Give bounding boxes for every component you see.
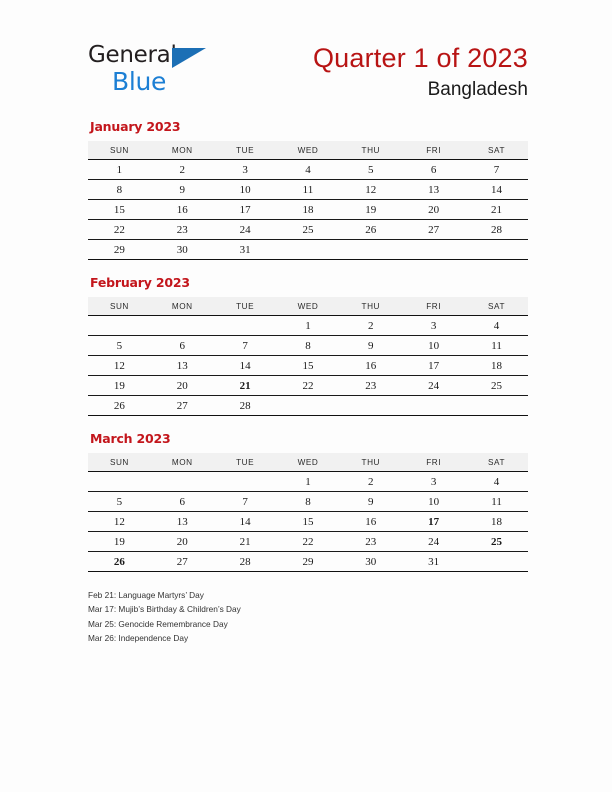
weekday-header-tue: TUE [214,297,277,316]
day-cell[interactable]: 5 [88,492,151,512]
logo-text-general: General [88,42,177,68]
day-cell[interactable]: 3 [402,472,465,492]
month-title: March 2023 [90,431,171,446]
week-row [88,220,528,240]
day-cell[interactable]: 20 [402,200,465,220]
day-cell-empty [339,240,402,260]
holiday-notes-list [88,588,528,645]
day-cell[interactable]: 9 [339,336,402,356]
day-cell[interactable]: 6 [151,492,214,512]
day-cell[interactable]: 1 [88,160,151,180]
day-cell[interactable]: 2 [339,472,402,492]
week-row [88,396,528,416]
day-cell[interactable]: 26 [88,396,151,416]
page-title: Quarter 1 of 2023 [312,43,528,73]
day-cell[interactable]: 11 [277,180,340,200]
day-cell[interactable]: 28 [465,220,528,240]
day-cell[interactable]: 28 [214,552,277,572]
day-cell[interactable]: 18 [277,200,340,220]
weekday-header-sun: SUN [88,453,151,472]
holiday-note: Mar 26: Independence Day [88,632,189,643]
week-row [88,240,528,260]
day-cell-empty [402,240,465,260]
day-cell[interactable]: 17 [402,356,465,376]
logo-text-blue: Blue [112,67,167,96]
day-cell[interactable]: 15 [277,356,340,376]
page-header [0,0,612,110]
month-calendar-table [88,453,528,572]
day-cell-empty [277,240,340,260]
week-row [88,200,528,220]
weekday-header-wed: WED [277,141,340,160]
day-cell[interactable]: 24 [214,220,277,240]
day-cell[interactable]: 18 [465,356,528,376]
weekday-header-row [88,297,528,316]
day-cell[interactable]: 8 [88,180,151,200]
weekday-header-fri: FRI [402,141,465,160]
day-cell[interactable]: 12 [88,356,151,376]
week-row [88,376,528,396]
day-cell[interactable]: 25 [465,376,528,396]
weekday-header-wed: WED [277,297,340,316]
week-row [88,532,528,552]
day-cell-holiday[interactable]: 25 [465,532,528,552]
day-cell[interactable]: 9 [151,180,214,200]
day-cell[interactable]: 22 [277,376,340,396]
day-cell[interactable]: 20 [151,376,214,396]
weekday-header-thu: THU [339,141,402,160]
day-cell[interactable]: 16 [151,200,214,220]
day-cell[interactable]: 17 [214,200,277,220]
day-cell[interactable]: 21 [214,532,277,552]
month-block [88,431,528,572]
day-cell[interactable]: 4 [465,472,528,492]
day-cell[interactable]: 19 [88,532,151,552]
week-row [88,316,528,336]
week-row [88,552,528,572]
day-cell[interactable]: 11 [465,492,528,512]
day-cell[interactable]: 10 [402,492,465,512]
day-cell[interactable]: 13 [402,180,465,200]
day-cell[interactable]: 19 [88,376,151,396]
day-cell[interactable]: 2 [151,160,214,180]
day-cell[interactable]: 8 [277,492,340,512]
day-cell[interactable]: 18 [465,512,528,532]
day-cell[interactable]: 25 [277,220,340,240]
day-cell-empty [214,316,277,336]
day-cell-empty [465,240,528,260]
day-cell[interactable]: 16 [339,356,402,376]
day-cell[interactable]: 23 [339,376,402,396]
month-calendar-table [88,141,528,260]
holiday-note: Mar 25: Genocide Remembrance Day [88,618,228,629]
day-cell[interactable]: 28 [214,396,277,416]
day-cell[interactable]: 6 [151,336,214,356]
week-row [88,356,528,376]
day-cell[interactable]: 16 [339,512,402,532]
day-cell[interactable]: 1 [277,316,340,336]
week-row [88,160,528,180]
day-cell[interactable]: 13 [151,512,214,532]
day-cell[interactable]: 12 [88,512,151,532]
weekday-header-fri: FRI [402,453,465,472]
day-cell[interactable]: 29 [277,552,340,572]
day-cell[interactable]: 22 [277,532,340,552]
day-cell[interactable]: 12 [339,180,402,200]
country-subtitle: Bangladesh [427,79,528,100]
weekday-header-sun: SUN [88,141,151,160]
day-cell[interactable]: 20 [151,532,214,552]
day-cell[interactable]: 4 [465,316,528,336]
day-cell-empty [277,396,340,416]
weekday-header-mon: MON [151,141,214,160]
day-cell-empty [88,316,151,336]
day-cell[interactable]: 24 [402,376,465,396]
weekday-header-sun: SUN [88,297,151,316]
day-cell[interactable]: 26 [339,220,402,240]
day-cell[interactable]: 31 [402,552,465,572]
week-row [88,472,528,492]
weekday-header-wed: WED [277,453,340,472]
month-title: February 2023 [90,275,190,290]
day-cell-empty [402,396,465,416]
week-row [88,492,528,512]
day-cell[interactable]: 11 [465,336,528,356]
day-cell[interactable]: 7 [465,160,528,180]
day-cell[interactable]: 15 [277,512,340,532]
weekday-header-tue: TUE [214,453,277,472]
day-cell[interactable]: 10 [214,180,277,200]
weekday-header-sat: SAT [465,141,528,160]
day-cell-empty [465,552,528,572]
day-cell-empty [151,472,214,492]
day-cell[interactable]: 27 [402,220,465,240]
day-cell[interactable]: 30 [151,240,214,260]
triangle-flag-icon [172,48,206,68]
month-block [88,275,528,416]
day-cell[interactable]: 3 [402,316,465,336]
day-cell[interactable]: 7 [214,492,277,512]
day-cell[interactable]: 27 [151,396,214,416]
day-cell[interactable]: 30 [339,552,402,572]
day-cell[interactable]: 14 [214,356,277,376]
day-cell[interactable]: 24 [402,532,465,552]
holiday-note: Mar 17: Mujib’s Birthday & Children’s Day [88,604,241,615]
day-cell-empty [88,472,151,492]
day-cell[interactable]: 5 [339,160,402,180]
generalblue-logo[interactable] [88,42,268,94]
weekday-header-thu: THU [339,453,402,472]
day-cell[interactable]: 22 [88,220,151,240]
month-title: January 2023 [90,119,181,134]
weekday-header-sat: SAT [465,297,528,316]
week-row [88,180,528,200]
day-cell-empty [339,396,402,416]
week-row [88,336,528,356]
day-cell[interactable]: 31 [214,240,277,260]
day-cell[interactable]: 5 [88,336,151,356]
day-cell-empty [151,316,214,336]
day-cell[interactable]: 27 [151,552,214,572]
day-cell[interactable]: 21 [465,200,528,220]
week-row [88,512,528,532]
day-cell[interactable]: 10 [402,336,465,356]
weekday-header-sat: SAT [465,453,528,472]
day-cell[interactable]: 15 [88,200,151,220]
day-cell-holiday[interactable]: 21 [214,376,277,396]
day-cell[interactable]: 1 [277,472,340,492]
holiday-note: Feb 21: Language Martyrs’ Day [88,590,204,600]
day-cell[interactable]: 7 [214,336,277,356]
day-cell[interactable]: 8 [277,336,340,356]
day-cell[interactable]: 23 [339,532,402,552]
day-cell[interactable]: 2 [339,316,402,336]
weekday-header-mon: MON [151,297,214,316]
weekday-header-row [88,453,528,472]
day-cell-empty [214,472,277,492]
weekday-header-tue: TUE [214,141,277,160]
day-cell[interactable]: 19 [339,200,402,220]
weekday-header-row [88,141,528,160]
day-cell[interactable]: 14 [214,512,277,532]
day-cell[interactable]: 23 [151,220,214,240]
day-cell[interactable]: 6 [402,160,465,180]
day-cell[interactable]: 14 [465,180,528,200]
day-cell[interactable]: 9 [339,492,402,512]
day-cell[interactable]: 29 [88,240,151,260]
weekday-header-mon: MON [151,453,214,472]
weekday-header-fri: FRI [402,297,465,316]
weekday-header-thu: THU [339,297,402,316]
day-cell[interactable]: 13 [151,356,214,376]
month-calendar-table [88,297,528,416]
day-cell[interactable]: 4 [277,160,340,180]
day-cell-empty [465,396,528,416]
day-cell[interactable]: 3 [214,160,277,180]
month-block [88,119,528,260]
day-cell-holiday[interactable]: 26 [88,552,151,572]
day-cell-holiday[interactable]: 17 [402,512,465,532]
